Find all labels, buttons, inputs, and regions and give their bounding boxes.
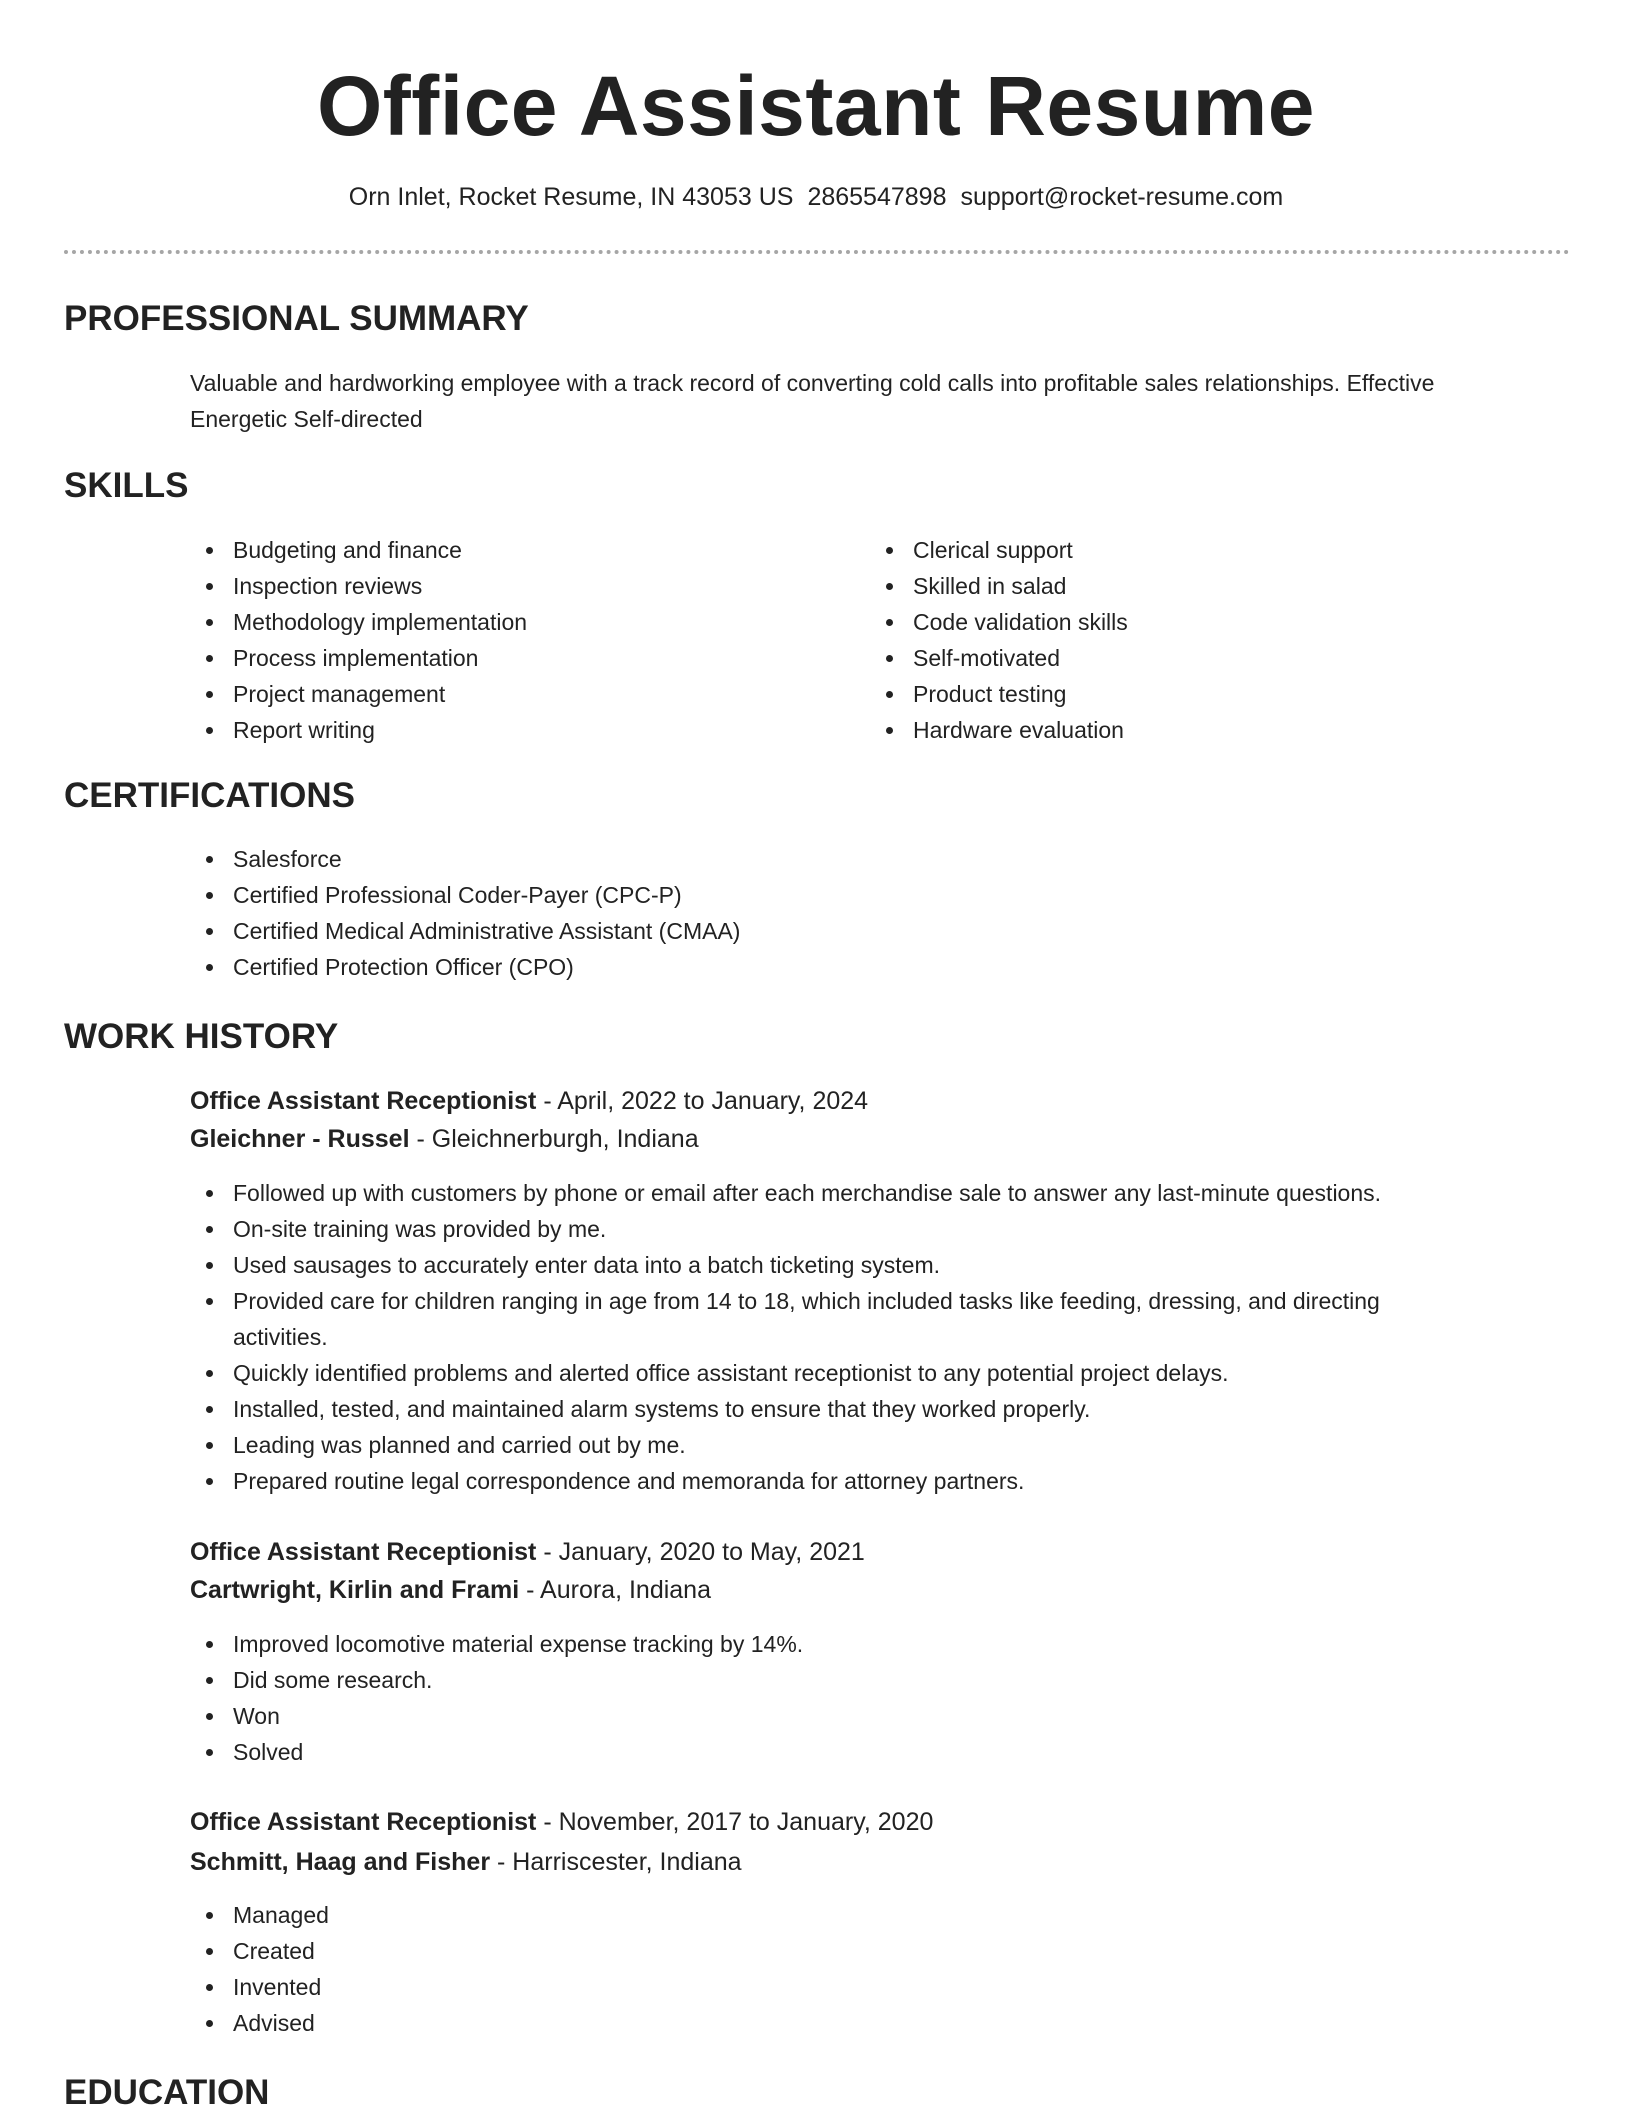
list-item: Did some research.: [190, 1662, 1530, 1698]
list-item: Improved locomotive material expense tracking by 14%.: [190, 1626, 1530, 1662]
list-item: Budgeting and finance: [190, 532, 830, 568]
work-history-heading: WORK HISTORY: [64, 1017, 339, 1056]
job-bullets: [190, 1626, 1530, 1770]
list-item: Methodology implementation: [190, 604, 830, 640]
list-item: Project management: [190, 676, 830, 712]
list-item: [190, 1283, 1530, 1355]
list-item: Leading was planned and carried out by me.: [190, 1427, 1530, 1463]
list-item: On-site training was provided by me.: [190, 1211, 1530, 1247]
list-item: Clerical support: [870, 532, 1510, 568]
list-item: Prepared routine legal correspondence and memoranda for attorney partners.: [190, 1463, 1530, 1499]
job-location: - Aurora, Indiana: [519, 1576, 711, 1604]
job-dates: - January, 2020 to May, 2021: [536, 1538, 865, 1566]
list-item: Certified Professional Coder-Payer (CPC-P): [190, 877, 1570, 913]
summary-text: [190, 365, 1570, 437]
resume-title: Office Assistant Resume: [316, 59, 1316, 153]
list-item: Used sausages to accurately enter data into a batch ticketing system.: [190, 1247, 1530, 1283]
job-title-line: [190, 1533, 865, 1571]
list-item: Managed: [190, 1897, 1530, 1933]
certifications-heading: CERTIFICATIONS: [64, 776, 356, 815]
job-dates: - April, 2022 to January, 2024: [536, 1087, 869, 1115]
list-item: Report writing: [190, 712, 830, 748]
list-item: Quickly identified problems and alerted office assistant receptionist to any potential project delays.: [190, 1355, 1530, 1391]
certifications-list: [190, 841, 1570, 985]
list-item: Hardware evaluation: [870, 712, 1510, 748]
education-heading: EDUCATION: [64, 2073, 270, 2112]
job-company: Schmitt, Haag and Fisher: [190, 1848, 491, 1876]
summary-line: Energetic Self-directed: [190, 406, 423, 432]
job-location: - Harriscester, Indiana: [490, 1848, 742, 1876]
job-company-line: [190, 1120, 699, 1158]
job-company: Cartwright, Kirlin and Frami: [190, 1576, 520, 1604]
contact-email: support@rocket-resume.com: [960, 183, 1284, 211]
list-item: Won: [190, 1698, 1530, 1734]
list-item: Process implementation: [190, 640, 830, 676]
job-company-line: [190, 1843, 742, 1881]
job-title: Office Assistant Receptionist: [190, 1538, 537, 1566]
list-item: Solved: [190, 1734, 1530, 1770]
header-divider: [64, 250, 1570, 254]
list-item: Certified Medical Administrative Assistant (CMAA): [190, 913, 1570, 949]
skills-heading: SKILLS: [64, 466, 189, 505]
job-company: Gleichner - Russel: [190, 1125, 410, 1153]
list-item: Product testing: [870, 676, 1510, 712]
skills-list-right: [870, 532, 1510, 748]
list-item: Self-motivated: [870, 640, 1510, 676]
contact-address: Orn Inlet, Rocket Resume, IN 43053 US: [348, 183, 794, 211]
list-item: Followed up with customers by phone or email after each merchandise sale to answer any last-minute questions.: [190, 1175, 1530, 1211]
list-item: Code validation skills: [870, 604, 1510, 640]
job-bullets: [190, 1897, 1530, 2041]
job-bullets: [190, 1175, 1530, 1499]
job-title-line: [190, 1082, 868, 1120]
skills-list-left: [190, 532, 830, 748]
job-title: Office Assistant Receptionist: [190, 1087, 537, 1115]
summary-line: Valuable and hardworking employee with a track record of converting cold calls into profitable sales relationships. Effective: [190, 370, 1435, 396]
list-item: Created: [190, 1933, 1530, 1969]
job-company-line: [190, 1571, 711, 1609]
list-item: Inspection reviews: [190, 568, 830, 604]
job-location: - Gleichnerburgh, Indiana: [409, 1125, 699, 1153]
list-item: Skilled in salad: [870, 568, 1510, 604]
contact-line: [0, 180, 1632, 214]
job-title-line: [190, 1803, 933, 1841]
bullet-text: Provided care for children ranging in age from 14 to 18, which included tasks like feeding, dressing, and directing: [233, 1288, 1380, 1314]
list-item: Invented: [190, 1969, 1530, 2005]
bullet-text-cont: activities.: [233, 1324, 328, 1350]
list-item: Certified Protection Officer (CPO): [190, 949, 1570, 985]
list-item: Salesforce: [190, 841, 1570, 877]
list-item: Advised: [190, 2005, 1530, 2041]
job-title: Office Assistant Receptionist: [190, 1808, 537, 1836]
summary-heading: PROFESSIONAL SUMMARY: [64, 299, 529, 338]
list-item: Installed, tested, and maintained alarm systems to ensure that they worked properly.: [190, 1391, 1530, 1427]
job-dates: - November, 2017 to January, 2020: [536, 1808, 934, 1836]
contact-phone: 2865547898: [807, 183, 947, 211]
